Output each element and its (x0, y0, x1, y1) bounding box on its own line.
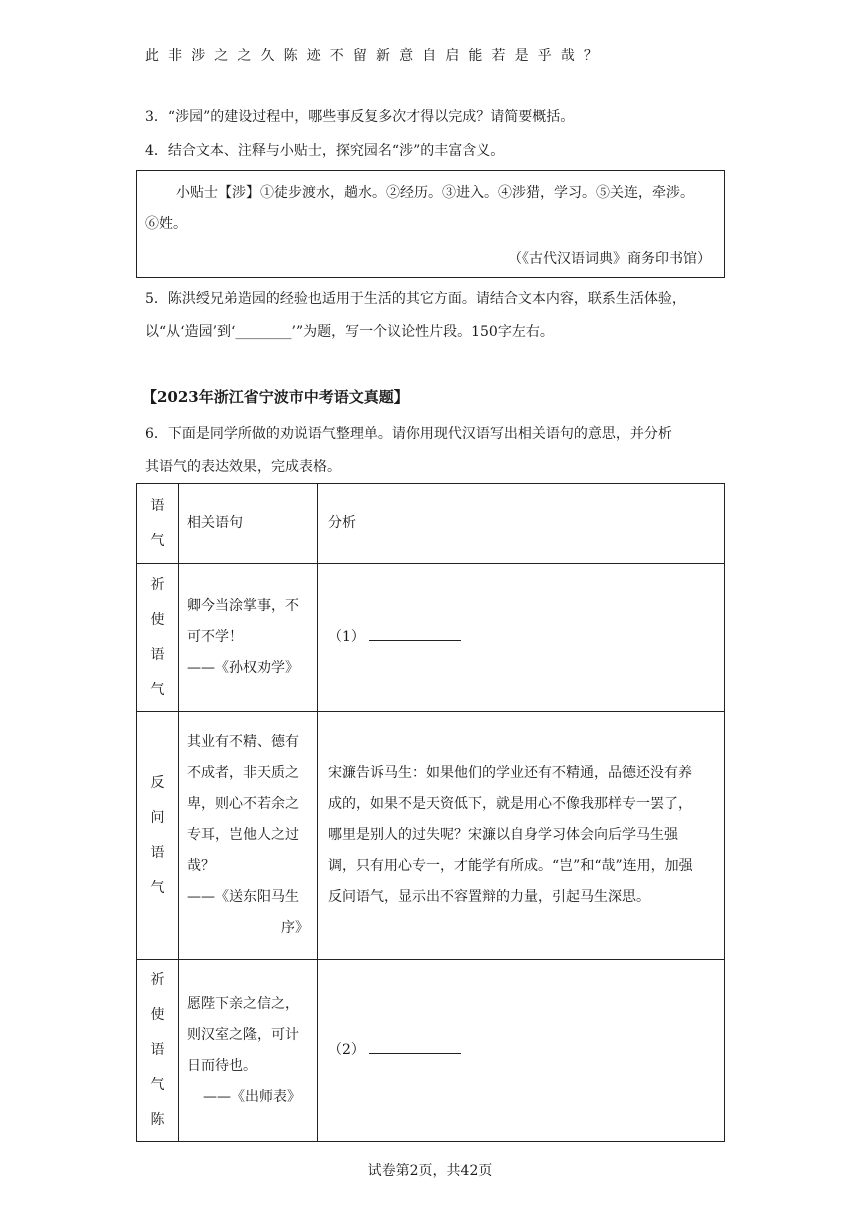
header-tone: 语 气 (137, 484, 179, 564)
table-row (137, 960, 725, 1142)
passage-line: 此非涉之之久陈迹不留新意自启能若是乎哉？ (145, 48, 607, 64)
question-5-line-1: 5．陈洪绶兄弟造园的经验也适用于生活的其它方面。请结合文本内容，联系生活体验， (145, 291, 686, 307)
header-sentence: 相关语句 (179, 484, 318, 564)
answer-blank-1[interactable] (369, 626, 461, 641)
question-6-line-2: 其语气的表达效果，完成表格。 (145, 459, 341, 475)
question-6-line-1: 6．下面是同学所做的劝说语气整理单。请你用现代汉语写出相关语句的意思，并分析 (145, 426, 672, 442)
tip-line-1: 小贴士【涉】①徒步渡水，趟水。②经历。③进入。④涉猎，学习。⑤关连，牵涉。 (176, 185, 694, 201)
tip-line-2: ⑥姓。 (145, 216, 187, 232)
table-row (137, 564, 725, 712)
page-footer: 试卷第2页，共42页 (367, 1163, 493, 1179)
header-analysis: 分析 (318, 484, 725, 564)
question-4: 4．结合文本、注释与小贴士，探究园名“涉”的丰富含义。 (145, 143, 505, 159)
question-5-line-2: 以“从‘造园’到‘________’”为题，写一个议论性片段。150字左右。 (145, 324, 554, 340)
table-row (137, 712, 725, 960)
question-3: 3．“涉园”的建设过程中，哪些事反复多次才得以完成？请简要概括。 (145, 109, 575, 125)
answer-blank-2[interactable] (369, 1039, 461, 1054)
sentence-cell: 其业有不精、德有 不成者，非天质之 卑，则心不若余之 专耳，岂他人之过 哉？ ——《送东阳马生 序》 (179, 712, 318, 960)
tip-source: （《古代汉语词典》商务印书馆） (508, 251, 711, 267)
tone-cell: 祈 使 语 气 陈 (137, 960, 179, 1142)
analysis-cell: 宋濂告诉马生：如果他们的学业还有不精通，品德还没有养 成的，如果不是天资低下，就是用心不像我那样专一罢了， 哪里是别人的过失呢？宋濂以自身学习体会向后学马生强 调，只有用心专一，才能学有所成。“岂”和“哉”连用，加强 反问语气，显示出不容置辩的力量，引起马生深思。 (318, 712, 725, 960)
analysis-cell: （2） (318, 960, 725, 1142)
section-heading: 【2023年浙江省宁波市中考语文真题】 (142, 388, 409, 406)
tip-box (136, 170, 725, 278)
sentence-cell: 愿陛下亲之信之， 则汉室之隆，可计 日而待也。 ——《出师表》 (179, 960, 318, 1142)
sentence-cell: 卿今当涂掌事，不 可不学！ ——《孙权劝学》 (179, 564, 318, 712)
table-header-row (137, 484, 725, 564)
tone-table (136, 483, 725, 1142)
tone-cell: 祈 使 语 气 (137, 564, 179, 712)
analysis-cell: （1） (318, 564, 725, 712)
tone-cell: 反 问 语 气 (137, 712, 179, 960)
